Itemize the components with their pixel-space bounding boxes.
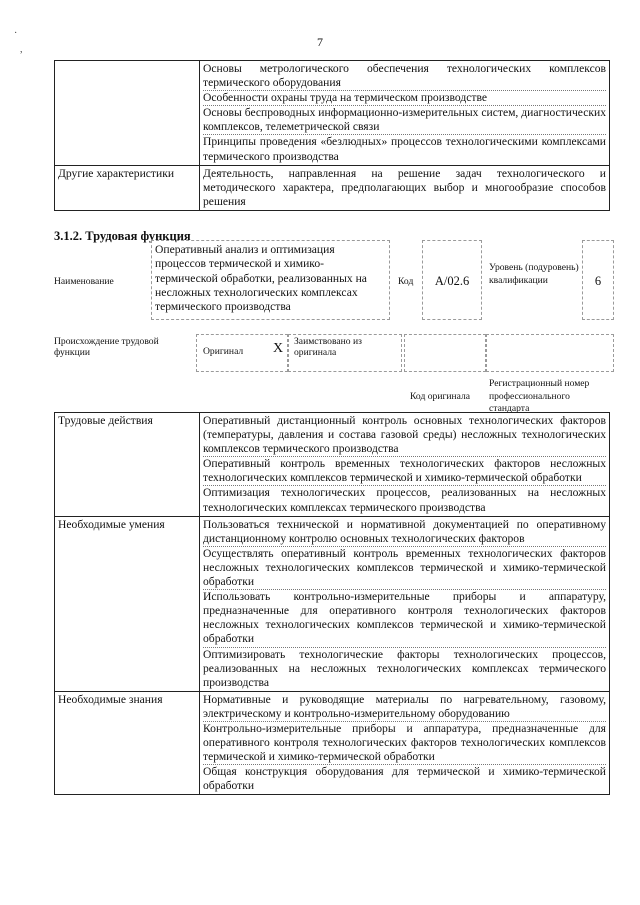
- list-item: Общая конструкция оборудования для термической и химико-термической обработки: [203, 765, 606, 793]
- reg-number-box: [486, 334, 614, 372]
- page-number: 7: [317, 35, 323, 49]
- table-row: [55, 413, 610, 517]
- reg-number-label: Регистрационный номер профессионального стандарта: [489, 378, 590, 414]
- code-original-label: Код оригинала: [410, 391, 471, 402]
- table-row: [55, 516, 610, 691]
- row-label: Другие характеристики: [55, 165, 200, 210]
- row-label: Необходимые умения: [55, 516, 200, 691]
- scan-speck-icon: ,: [20, 44, 23, 55]
- row-content: [200, 691, 610, 795]
- level-value: 6: [594, 274, 602, 288]
- top-table: [54, 60, 610, 211]
- row-content: [200, 165, 610, 210]
- row-content: [200, 61, 610, 166]
- list-item: Осуществлять оперативный контроль временных технологических факторов несложных технологических комплексов термической и химико-термической обработки: [203, 547, 606, 590]
- row-label: Необходимые знания: [55, 691, 200, 795]
- list-item: Нормативные и руководящие материалы по нагревательному, газовому, электрическому и контрольно-измерительному оборудованию: [203, 693, 606, 722]
- list-item: Оптимизация технологических процессов, реализованных на несложных технологических комплексах термического производства: [203, 486, 606, 514]
- list-item: Принципы проведения «безлюдных» процессов технологическими комплексами термического производства: [203, 135, 606, 163]
- list-item: Основы метрологического обеспечения технологических комплексов термического оборудования: [203, 62, 606, 91]
- table-row: [55, 165, 610, 210]
- table-row: [55, 61, 610, 166]
- code-label: Код: [398, 276, 414, 287]
- original-mark: X: [273, 341, 284, 356]
- list-item: Деятельность, направленная на решение задач технологического и методического характера, предполагающих выбор и многообразие способов решения: [203, 166, 606, 208]
- borrowed-label: Заимствовано из оригинала: [294, 336, 362, 358]
- code-value: А/02.6: [434, 274, 470, 288]
- list-item: Использовать контрольно-измерительные приборы и аппаратуру, предназначенные для оперативного контроля технологических факторов несложных технологических комплексов термической и химико-термической обработки: [203, 590, 606, 647]
- table-row: [55, 691, 610, 795]
- section-title: 3.1.2. Трудовая функция: [54, 229, 191, 243]
- list-item: Оперативный дистанционный контроль основных технологических факторов (температуры, давления и состава газовой среды) несложных технологических комплексов термического производства: [203, 414, 606, 457]
- origin-label: Происхождение трудовой функции: [54, 336, 159, 358]
- original-label: Оригинал: [203, 346, 244, 357]
- list-item: Основы беспроводных информационно-измерительных систем, диагностических комплексов, телеметрической связи: [203, 106, 606, 135]
- list-item: Оптимизировать технологические факторы технологических процессов, реализованных на несложных технологических комплексах термического производства: [203, 647, 606, 689]
- row-content: [200, 516, 610, 691]
- scan-speck-icon: ·: [14, 28, 18, 39]
- level-label: Уровень (подуровень) квалификации: [489, 262, 579, 286]
- list-item: Пользоваться технической и нормативной документацией по оперативному дистанционному контролю основных технологических факторов: [203, 518, 606, 547]
- list-item: Оперативный контроль временных технологических факторов несложных технологических комплексов термической и химико-термической обработки: [203, 457, 606, 486]
- list-item: Особенности охраны труда на термическом производстве: [203, 91, 606, 106]
- name-label: Наименование: [54, 276, 114, 287]
- list-item: Контрольно-измерительные приборы и аппаратура, предназначенные для оперативного контроля технологических факторов технологических комплексов термической и химико-термической обработки: [203, 722, 606, 765]
- row-label: [55, 61, 200, 166]
- row-label: Трудовые действия: [55, 413, 200, 517]
- code-original-box: [404, 334, 486, 372]
- function-name: Оперативный анализ и оптимизация процессов термической и химико-термической обработки, реализованных на несложных технологических комплексах термического производства: [155, 243, 367, 314]
- bottom-table: [54, 412, 610, 795]
- row-content: [200, 413, 610, 517]
